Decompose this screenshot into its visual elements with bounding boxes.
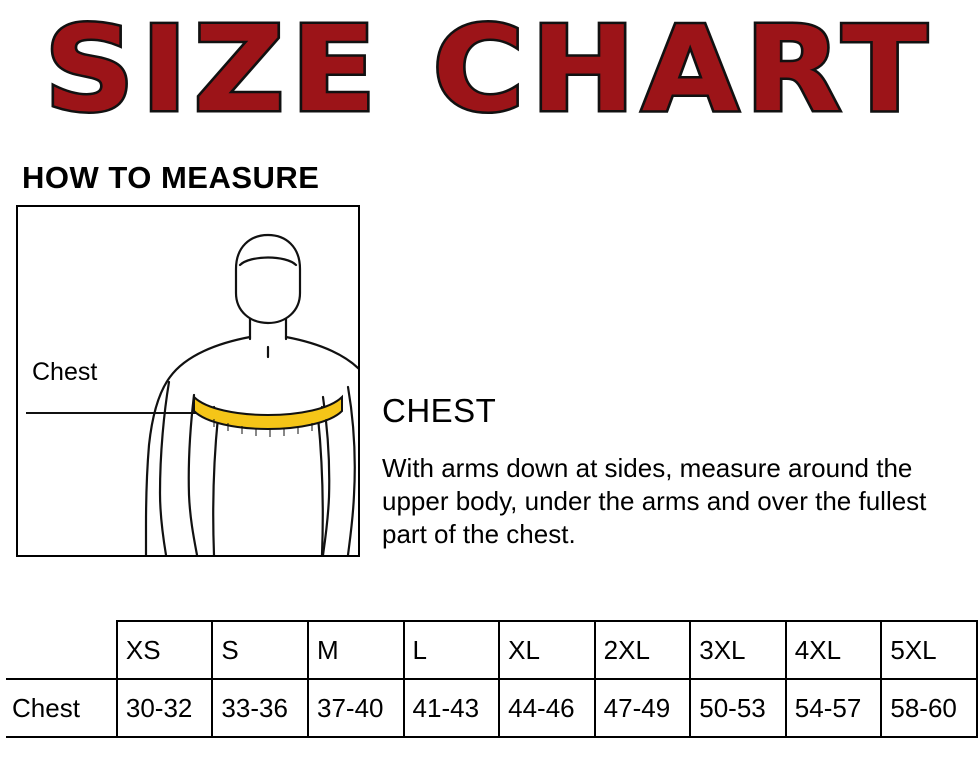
cell-chest-4xl: 54-57 <box>786 679 882 737</box>
column-header-2xl: 2XL <box>595 621 691 679</box>
table-row-headers <box>6 621 977 679</box>
cell-chest-xs: 30-32 <box>117 679 213 737</box>
size-table <box>6 620 978 738</box>
column-header-xl: XL <box>499 621 595 679</box>
table-corner-cell <box>6 621 117 679</box>
page-title: SIZE CHART <box>44 0 934 138</box>
row-header-chest: Chest <box>6 679 117 737</box>
how-to-measure-heading: HOW TO MEASURE <box>22 160 320 195</box>
cell-chest-m: 37-40 <box>308 679 404 737</box>
description-body: With arms down at sides, measure around the upper body, under the arms and over the fullest part of the chest. <box>382 453 927 549</box>
column-header-3xl: 3XL <box>690 621 786 679</box>
description-heading: CHEST <box>382 392 497 429</box>
column-header-l: L <box>404 621 500 679</box>
column-header-5xl: 5XL <box>881 621 977 679</box>
chest-measure-label: Chest <box>32 358 98 386</box>
table-row-chest <box>6 679 977 737</box>
column-header-s: S <box>212 621 308 679</box>
cell-chest-s: 33-36 <box>212 679 308 737</box>
column-header-4xl: 4XL <box>786 621 882 679</box>
cell-chest-2xl: 47-49 <box>595 679 691 737</box>
cell-chest-5xl: 58-60 <box>881 679 977 737</box>
cell-chest-3xl: 50-53 <box>690 679 786 737</box>
cell-chest-l: 41-43 <box>404 679 500 737</box>
column-header-m: M <box>308 621 404 679</box>
column-header-xs: XS <box>117 621 213 679</box>
cell-chest-xl: 44-46 <box>499 679 595 737</box>
